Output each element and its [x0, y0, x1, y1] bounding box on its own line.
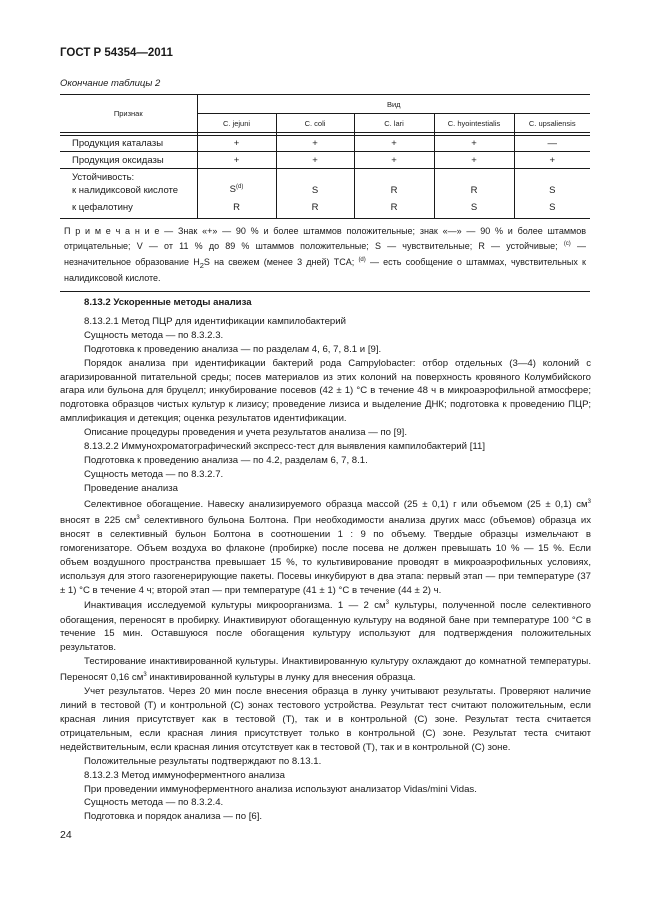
- paragraph: 8.13.2.2 Иммунохроматографический экспресс-тест для выявления кампилобактерий [11]: [84, 441, 485, 453]
- document-header: ГОСТ Р 54354—2011: [60, 47, 173, 59]
- table-cell: R: [276, 197, 354, 218]
- table-cell: $S^{(d)}$: [197, 183, 276, 197]
- table-cell: +: [434, 136, 514, 152]
- paragraph: Сущность метода — по 8.3.2.3.: [84, 329, 224, 341]
- table-cell: R: [434, 183, 514, 197]
- paragraph: Порядок анализа при идентификации бактерий рода Campylobacter: отбор отдельных (3—4) колоний с агаризированной питательной среды; посев материалов из этих колоний на поверхность кровяного Колумбийского агара или бульона для бруцелл; инкубирование посевов (42 ± 1) °С в течение 48 ч в микроаэрофильной атмосфере; подготовка образцов чистых культур к лизису; проведение лизиса и выделение ДНК; подготовка к проведению ПЦР; амплификация и детекция; оценка результатов идентификации.: [60, 357, 591, 425]
- paragraph: Учет результатов. Через 20 мин после внесения образца в лунку учитывают результаты. Проверяют наличие линий в тестовой (Т) и контрольной (С) зонах тестового устройства. Результат тест считают положительным, если красная линия присутствует как в тестовой (Т), так и в контрольной (С) зоне. Результат теста считается отрицательным, если красная линия присутствует только в контрольной (С) зоне. Результат теста считают недействительным, если красная линия отсутствует как в тестовой (Т), так и в контрольной (С) зоне.: [60, 686, 591, 753]
- paragraph: Проведение анализа: [84, 482, 178, 494]
- header-species: C. hyointestialis: [434, 114, 514, 133]
- table-cell: R: [354, 197, 434, 218]
- table-cell: +: [514, 152, 590, 169]
- table-cell: +: [276, 136, 354, 152]
- paragraph: Подготовка к проведению анализа — по 4.2, разделам 6, 7, 8.1.: [84, 454, 368, 466]
- header-species: C. jejuni: [197, 114, 276, 133]
- table-cell: S: [514, 197, 590, 218]
- table-cell: +: [434, 152, 514, 169]
- species-table: [60, 94, 590, 292]
- paragraph: Описание процедуры проведения и учета результатов анализа — по [9].: [84, 427, 408, 439]
- header-species: C. upsaliensis: [514, 114, 590, 133]
- table-cell: S: [434, 197, 514, 218]
- body-text: [60, 296, 591, 824]
- table-cell: S: [514, 183, 590, 197]
- paragraph: Сущность метода — по 8.3.2.7.: [84, 468, 224, 480]
- paragraph: Селективное обогащение. Навеску анализируемого образца массой (25 ± 0,1) г или объемом (25 ± 0,1) $см^3$ вносят в 225 $см^3$ селективного бульона Болтона. При необходимости анализа других масс (объемов) образца их вносят в селективный бульон Болтона в соотношении 1 : 9 по объему. Твердые образцы измельчают в гомогенизаторе. Объем воздуха во флаконе (пробирке) после посева не должен превышать 10 % — 15 %. Если объем воздушного пространства превышает 15 %, то культивирование проводят в микроаэрофильных условиях, используя для этого газогенерирующие пакеты. Посевы инкубируют в два этапа: первый этап — при температуре (37 ± 1) °С в течение 4 ч; второй этап — при температуре (41 ± 1) °С в течение (44 ± 2) ч.: [60, 498, 591, 596]
- table-cell: S: [276, 183, 354, 197]
- page-number: 24: [60, 829, 72, 841]
- paragraph: Положительные результаты подтверждают по 8.13.1.: [84, 755, 322, 767]
- paragraph: Подготовка к проведению анализа — по разделам 4, 6, 7, 8.1 и [9].: [84, 343, 382, 355]
- row-label: к налидиксовой кислоте: [72, 184, 179, 196]
- paragraph: При проведении иммуноферментного анализа используют анализатор Vidas/mini Vidas.: [84, 783, 477, 795]
- paragraph: 8.13.2.1 Метод ПЦР для идентификации кампилобактерий: [84, 315, 346, 327]
- table-cell: +: [354, 136, 434, 152]
- table-cell: R: [354, 183, 434, 197]
- table-cell: R: [197, 197, 276, 218]
- row-label: Продукция каталазы: [72, 138, 164, 149]
- row-label: к цефалотину: [72, 201, 133, 213]
- table-note: П р и м е ч а н и е — Знак «+» — 90 % и более штаммов положительные; знак «—» — 90 % и более штаммов отрицательные; V — от 11 % до 89 % штаммов положительные; S — чувствительные; R — устойчивые; $^{(c)}$ — незначительное образование $H_2S$ на свежем (менее 3 дней) TCA; $^{(d)}$ — есть сообщение о штаммах, чувствительных к налидиксовой кислоте.: [64, 225, 586, 283]
- table-cell: —: [514, 136, 590, 152]
- header-vid: Вид: [197, 95, 590, 114]
- paragraph: Подготовка и порядок анализа — по [6].: [84, 811, 263, 823]
- section-title: 8.13.2 Ускоренные методы анализа: [84, 297, 252, 308]
- row-label: Продукция оксидазы: [72, 154, 164, 166]
- row-label: Устойчивость:: [72, 172, 135, 183]
- header-species: C. coli: [276, 114, 354, 133]
- table-cell: +: [276, 152, 354, 169]
- paragraph: Сущность метода — по 8.3.2.4.: [84, 797, 224, 809]
- header-priznak: Признак: [60, 95, 197, 133]
- table-cell: +: [354, 152, 434, 169]
- table-caption: Окончание таблицы 2: [60, 78, 161, 89]
- table-cell: +: [197, 136, 276, 152]
- table-cell: +: [197, 152, 276, 169]
- paragraph: 8.13.2.3 Метод иммуноферментного анализа: [84, 769, 285, 781]
- paragraph: Инактивация исследуемой культуры микроорганизма. 1 — 2 $см^3$ культуры, полученной после селективного обогащения, переносят в пробирку. Инактивируют обогащенную культуру на водяной бане при температуре 100 °С в течение 15 мин. Оставшуюся после обогащения культуру используют для подтверждения положительных результатов.: [60, 600, 591, 654]
- paragraph: Тестирование инактивированной культуры. Инактивированную культуру охлаждают до комнатной температуры. Переносят 0,16 $см^3$ инактивированной культуры в лунку для внесения образца.: [60, 656, 591, 684]
- header-species: C. lari: [354, 114, 434, 133]
